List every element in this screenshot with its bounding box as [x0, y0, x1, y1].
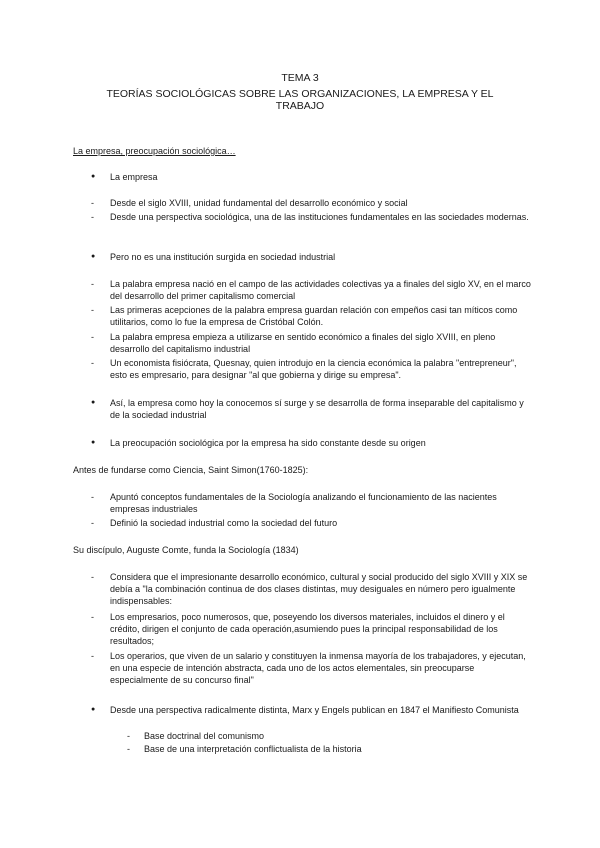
section-heading: La empresa, preocupación sociológica…: [73, 146, 236, 156]
dash-text: Los operarios, que viven de un salario y constituyen la inmensa mayoría de los trabajadores, y ejecutan, en una especie de intención abstracta, cada uno de los actos elementales, sin preocuparse especialmente de su concurso final": [110, 651, 526, 685]
bullet-marker: ●: [91, 173, 96, 180]
dash-marker: -: [91, 358, 94, 368]
dash-marker: -: [91, 651, 94, 661]
dash-item: [91, 491, 531, 515]
bullet-item: [91, 397, 531, 421]
bullet-text: Pero no es una institución surgida en sociedad industrial: [110, 252, 336, 262]
dash-text: Desde una perspectiva sociológica, una de las instituciones fundamentales en las sociedades modernas.: [110, 212, 529, 222]
dash-text: La palabra empresa empieza a utilizarse en sentido económico a finales del siglo XVIII, en pleno desarrollo del capitalismo industrial: [110, 332, 496, 354]
dash-marker: -: [91, 518, 94, 528]
sub-dash-item: [127, 743, 527, 755]
dash-marker: -: [91, 492, 94, 502]
bullet-marker: ●: [91, 706, 96, 713]
bullet-text: Desde una perspectiva radicalmente distinta, Marx y Engels publican en 1847 el Manifiesto Comunista: [110, 705, 519, 715]
bullet-item: [91, 704, 531, 716]
bullet-text: La empresa: [110, 172, 158, 182]
dash-text: Las primeras acepciones de la palabra empresa guardan relación con empeños casi tan míticos como utilitarios, como lo fue la empresa de Cristóbal Colón.: [110, 305, 518, 327]
dash-marker: -: [127, 744, 130, 754]
dash-item: [91, 357, 531, 381]
dash-marker: -: [91, 305, 94, 315]
bullet-text: Así, la empresa como hoy la conocemos sí surge y se desarrolla de forma inseparable del capitalismo y de la sociedad industrial: [110, 398, 524, 420]
bullet-item: [91, 437, 531, 449]
dash-item: [91, 571, 531, 607]
dash-marker: -: [91, 612, 94, 622]
paragraph: Antes de fundarse como Ciencia, Saint Simon(1760-1825):: [73, 465, 309, 475]
dash-marker: -: [127, 731, 130, 741]
dash-item: [91, 304, 531, 328]
paragraph: Su discípulo, Auguste Comte, funda la Sociología (1834): [73, 545, 299, 555]
dash-item: [91, 517, 531, 529]
dash-text: Considera que el impresionante desarrollo económico, cultural y social producido del siglo XVIII y XIX se debía a "la combinación continua de dos clases distintas, muy desiguales en número pero igualmente indispensables:: [110, 572, 528, 606]
dash-item: [91, 611, 531, 647]
sub-dash-text: Base de una interpretación conflictualista de la historia: [144, 744, 362, 754]
document-title-line-1: TEORÍAS SOCIOLÓGICAS SOBRE LAS ORGANIZACIONES, LA EMPRESA Y EL: [106, 88, 494, 100]
dash-marker: -: [91, 198, 94, 208]
bullet-marker: ●: [91, 253, 96, 260]
dash-item: [91, 211, 531, 223]
sub-dash-text: Base doctrinal del comunismo: [144, 731, 265, 741]
dash-text: La palabra empresa nació en el campo de las actividades colectivas ya a finales del siglo XV, en el marco del desarrollo del primer capitalismo comercial: [110, 279, 531, 301]
dash-item: [91, 278, 531, 302]
dash-item: [91, 331, 531, 355]
dash-marker: -: [91, 332, 94, 342]
dash-marker: -: [91, 279, 94, 289]
dash-text: Un economista fisiócrata, Quesnay, quien introdujo en la ciencia económica la palabra "entrepreneur", esto es empresario, para designar "al que gobierna y dirige su empresa".: [110, 358, 517, 380]
bullet-marker: ●: [91, 439, 96, 446]
dash-marker: -: [91, 572, 94, 582]
dash-text: Definió la sociedad industrial como la sociedad del futuro: [110, 518, 338, 528]
dash-marker: -: [91, 212, 94, 222]
dash-item: [91, 197, 531, 209]
bullet-marker: ●: [91, 399, 96, 406]
sub-dash-item: [127, 730, 527, 742]
dash-text: Desde el siglo XVIII, unidad fundamental del desarrollo económico y social: [110, 198, 408, 208]
bullet-text: La preocupación sociológica por la empresa ha sido constante desde su origen: [110, 438, 426, 448]
dash-item: [91, 650, 531, 686]
bullet-item: [91, 171, 531, 183]
document-tema: TEMA 3: [281, 72, 319, 84]
dash-text: Apuntó conceptos fundamentales de la Sociología analizando el funcionamiento de las nacientes empresas industriales: [110, 492, 497, 514]
document-title-line-2: TRABAJO: [275, 100, 325, 112]
dash-text: Los empresarios, poco numerosos, que, poseyendo los diversos materiales, incluidos el dinero y el crédito, dirigen el conjunto de cada operación,asumiendo pues la principal responsabilidad de los resultados;: [110, 612, 505, 646]
bullet-item: [91, 251, 531, 263]
